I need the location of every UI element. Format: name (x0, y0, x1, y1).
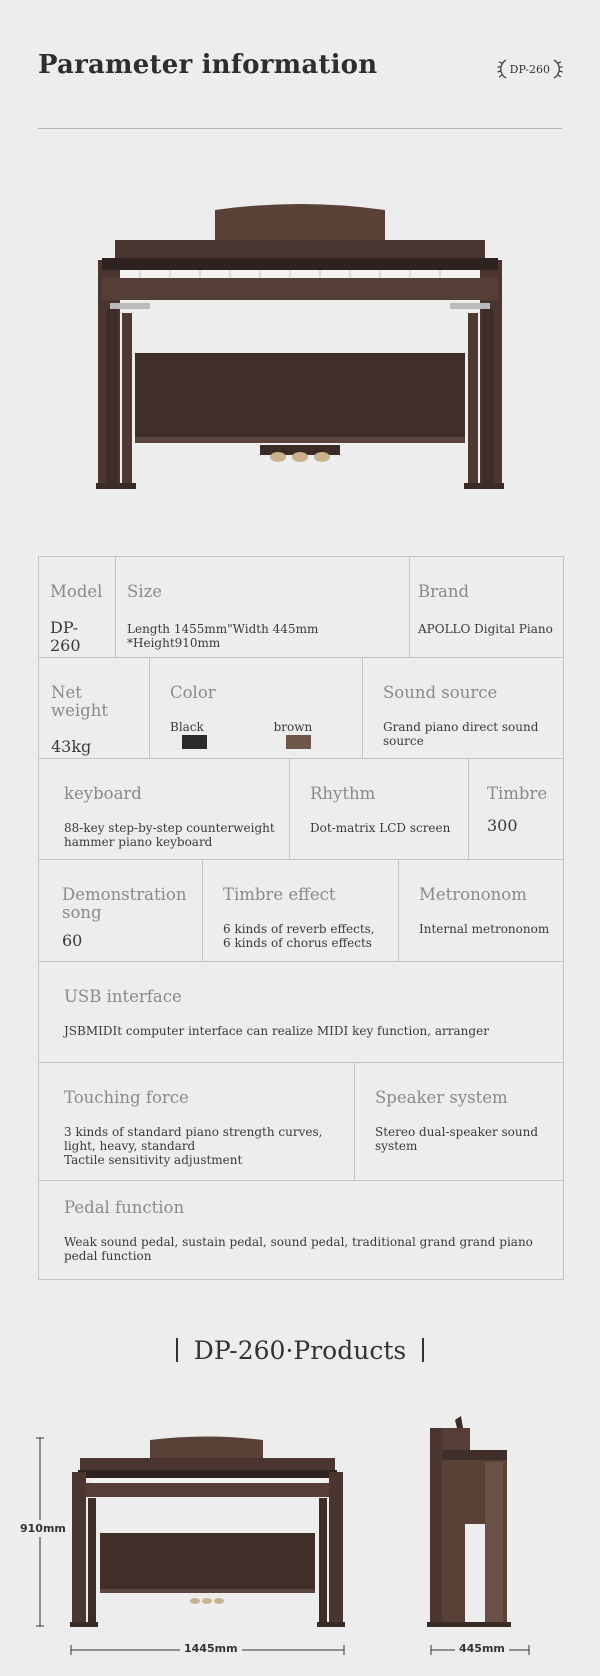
spec-label: Metrononom (419, 885, 527, 904)
piano-front-view-image (70, 1436, 345, 1628)
spec-row (39, 859, 563, 961)
spec-cell-pedal (39, 1181, 563, 1279)
black-swatch (182, 735, 207, 749)
spec-label: Touching force (64, 1088, 189, 1107)
spec-value: 6 kinds of reverb effects, 6 kinds of chorus effects (223, 922, 375, 950)
spec-label: Size (127, 582, 163, 601)
spec-label: Model (50, 582, 103, 601)
spec-value: Stereo dual-speaker sound system (375, 1125, 539, 1153)
products-heading: DP-260·Products (0, 1336, 600, 1365)
depth-dimension-label: 445mm (455, 1642, 509, 1655)
spec-cell-timbre (468, 759, 563, 859)
spec-value: DP-260 (50, 618, 81, 655)
spec-cell-metronome (398, 860, 563, 961)
spec-label: Color (170, 683, 216, 702)
spec-row (39, 1180, 563, 1279)
piano-front-image (90, 195, 510, 495)
spec-cell-color (149, 658, 362, 758)
spec-value: Internal metrononom (419, 922, 550, 936)
spec-cell-demo-song (39, 860, 202, 961)
spec-cell-speaker (354, 1063, 563, 1180)
spec-value: 43kg (51, 737, 92, 756)
spec-value: Weak sound pedal, sustain pedal, sound pedal, traditional grand grand piano pedal function (64, 1235, 533, 1263)
spec-label: Timbre (487, 784, 548, 803)
brown-swatch (286, 735, 311, 749)
spec-label: Demonstration song (62, 885, 187, 922)
heading-bar-right (422, 1338, 424, 1362)
spec-row (39, 657, 563, 758)
spec-row (39, 1062, 563, 1180)
spec-cell-rhythm (289, 759, 468, 859)
spec-row (39, 961, 563, 1062)
model-badge (496, 58, 564, 80)
height-dimension-label: 910mm (20, 1522, 66, 1535)
badge-label: DP-260 (509, 62, 550, 76)
piano-side-view-image (425, 1414, 535, 1629)
width-dimension-label: 1445mm (180, 1642, 242, 1655)
spec-label: Sound source (383, 683, 498, 702)
spec-value: Length 1455mm"Width 445mm *Height910mm (127, 622, 319, 650)
spec-label: Pedal function (64, 1198, 185, 1217)
spec-cell-sound-source (362, 658, 563, 758)
spec-value: Grand piano direct sound source (383, 720, 539, 748)
spec-value: JSBMIDIt computer interface can realize MIDI key function, arranger (64, 1024, 489, 1038)
spec-value: 3 kinds of standard piano strength curves, light, heavy, standard Tactile sensitivity adjustment (64, 1125, 323, 1167)
page-title: Parameter information (38, 50, 378, 80)
spec-cell-size (115, 557, 409, 657)
spec-value: Dot-matrix LCD screen (310, 821, 451, 835)
spec-value: 60 (62, 931, 83, 950)
spec-row (39, 557, 563, 657)
color-option-black: Black (170, 720, 244, 749)
spec-cell-touching-force (39, 1063, 354, 1180)
color-options (170, 720, 352, 749)
spec-label: keyboard (64, 784, 142, 803)
header-divider (38, 128, 562, 129)
spec-label: Brand (418, 582, 470, 601)
spec-label: Rhythm (310, 784, 376, 803)
spec-label: Speaker system (375, 1088, 508, 1107)
laurel-left-icon (496, 58, 508, 80)
spec-cell-usb (39, 962, 563, 1062)
color-option-brown: brown (274, 720, 352, 749)
spec-value: 300 (487, 816, 518, 835)
laurel-right-icon (552, 58, 564, 80)
spec-label: USB interface (64, 987, 182, 1006)
spec-label: Timbre effect (223, 885, 336, 904)
spec-row (39, 758, 563, 859)
spec-cell-net-weight (39, 658, 149, 758)
heading-bar-left (176, 1338, 178, 1362)
spec-cell-timbre-effect (202, 860, 398, 961)
spec-value: 88-key step-by-step counterweight hammer piano keyboard (64, 821, 275, 849)
spec-cell-model (39, 557, 115, 657)
spec-label: Net weight (51, 683, 108, 720)
spec-cell-brand (409, 557, 563, 657)
spec-table (38, 556, 564, 1280)
spec-value: APOLLO Digital Piano (418, 622, 553, 636)
spec-cell-keyboard (39, 759, 289, 859)
